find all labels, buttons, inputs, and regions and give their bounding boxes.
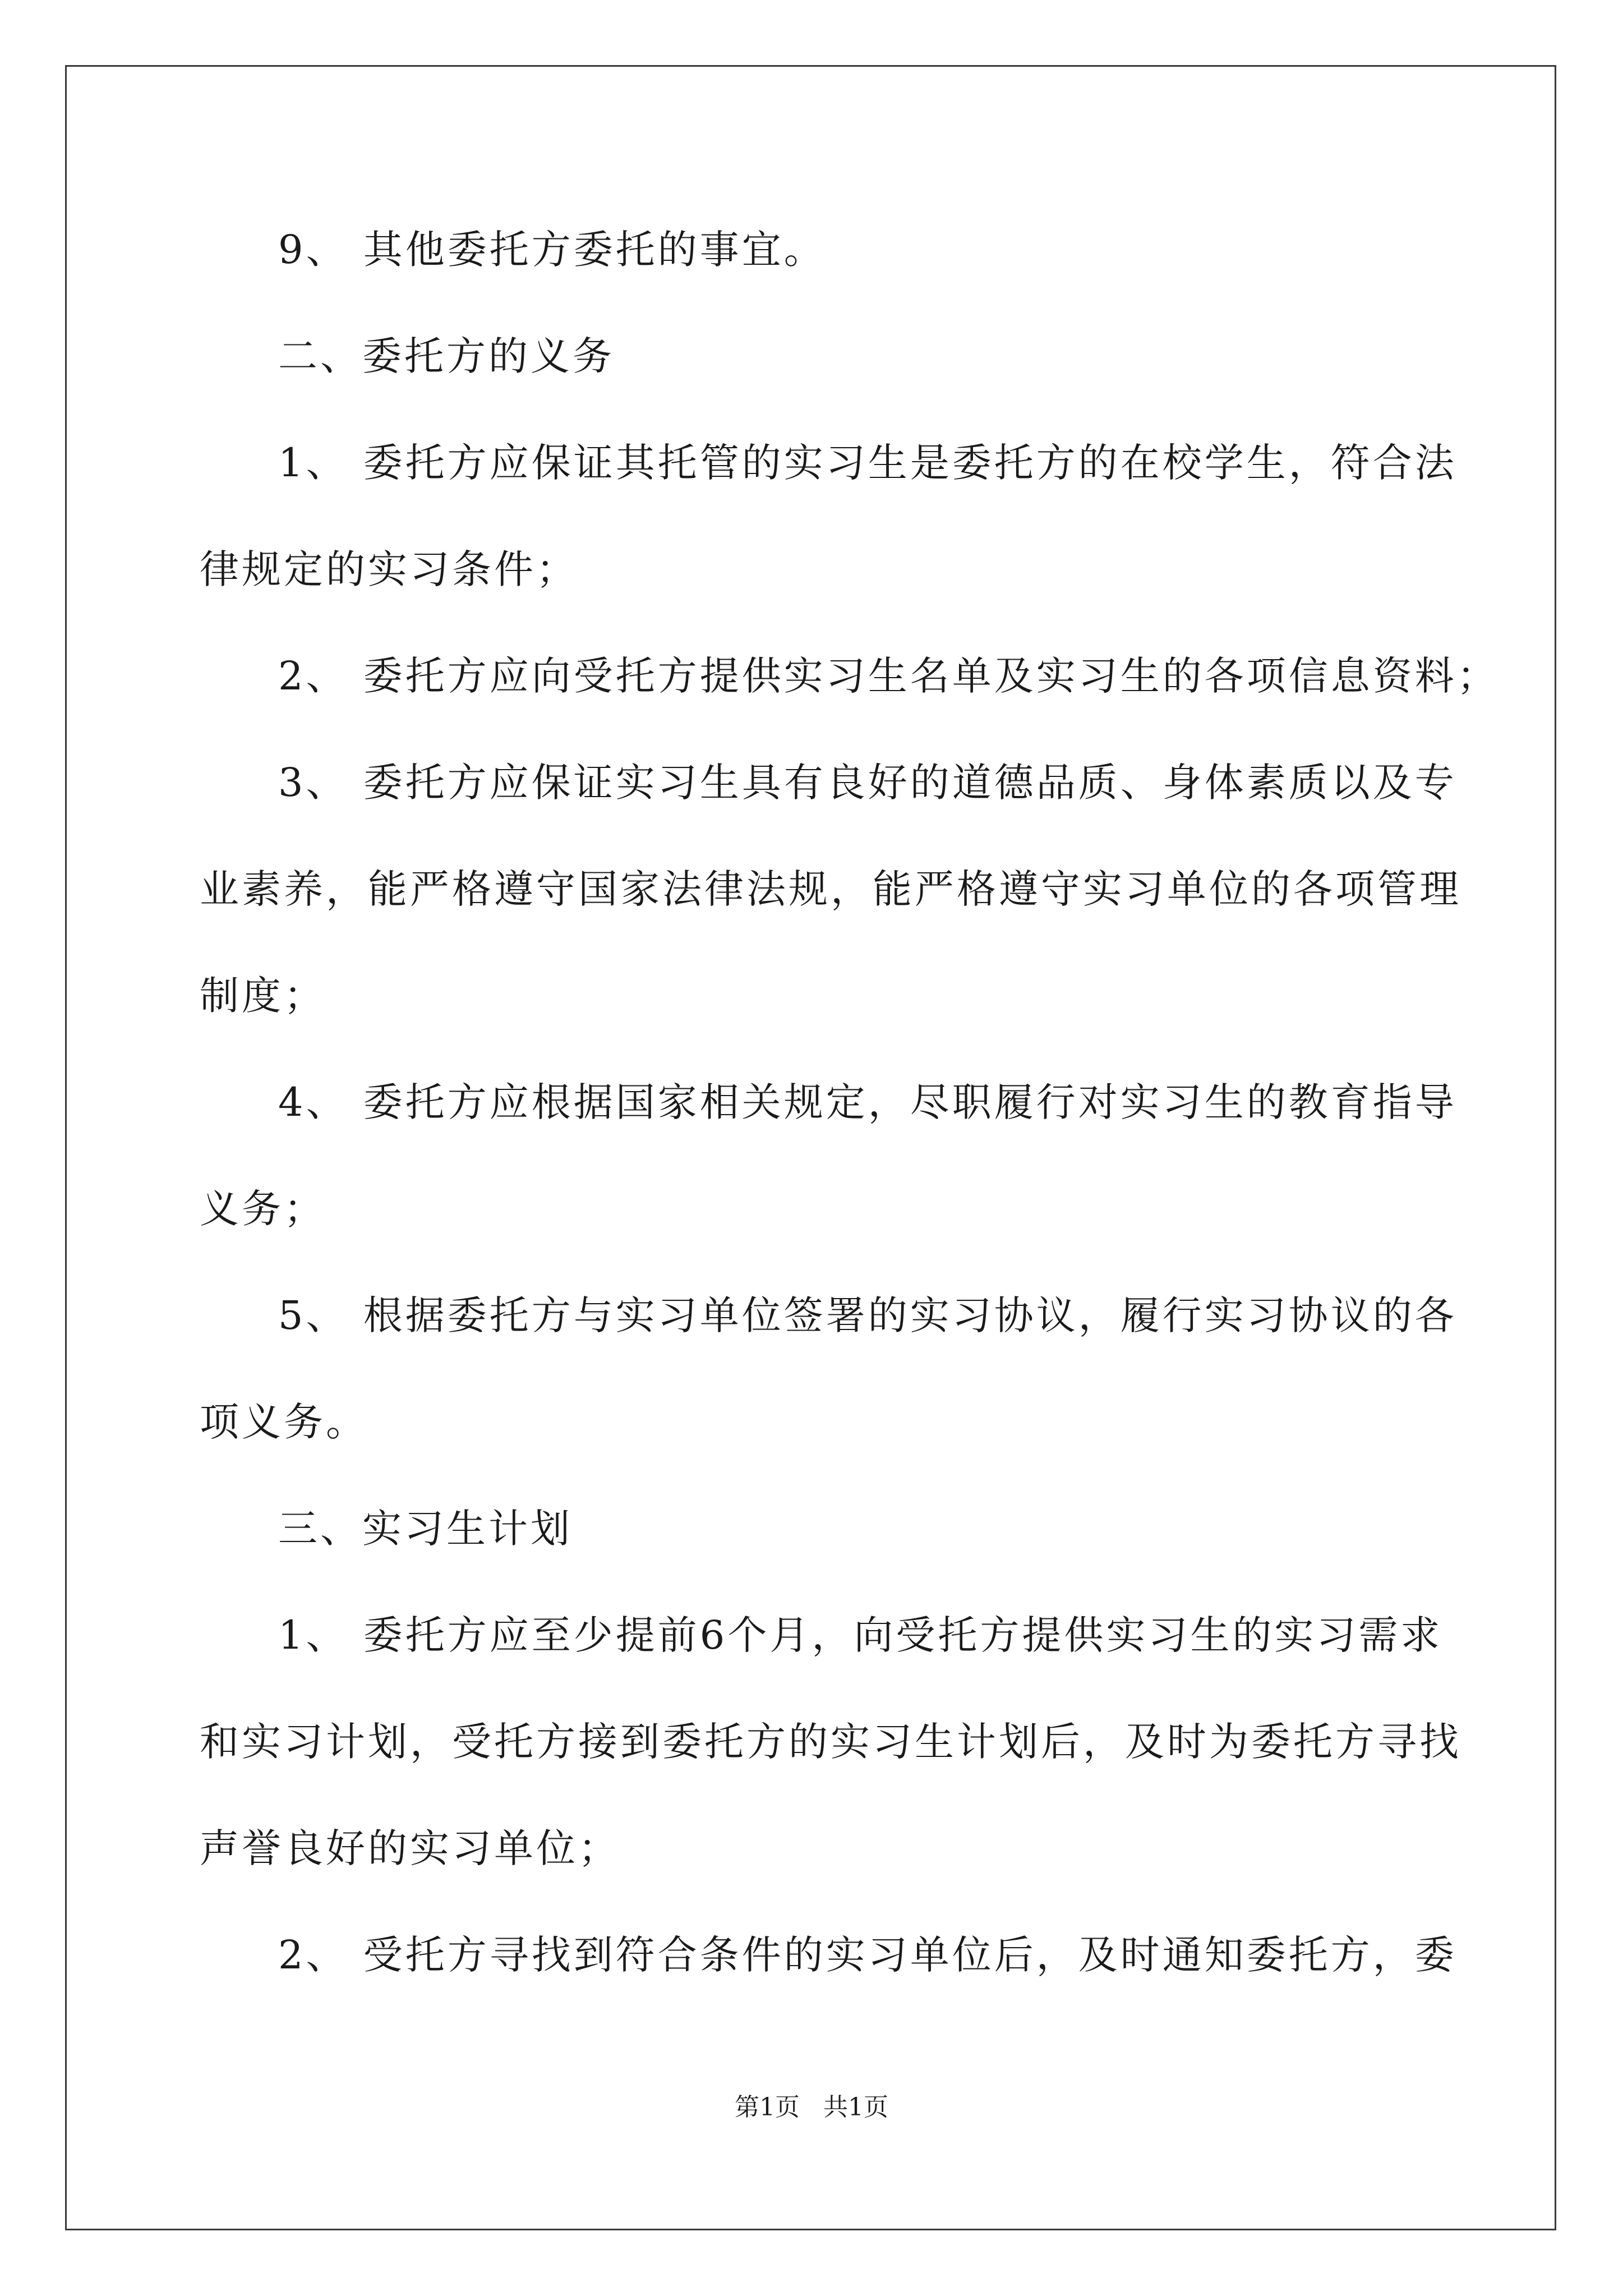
text-line: 1、 委托方应至少提前6个月，向受托方提供实习生的实习需求 bbox=[278, 1612, 1443, 1658]
text-line: 5、 根据委托方与实习单位签署的实习协议，履行实习协议的各 bbox=[278, 1292, 1457, 1338]
text-line: 3、 委托方应保证实习生具有良好的道德品质、身体素质以及专 bbox=[278, 760, 1457, 806]
section-heading: 二、委托方的义务 bbox=[278, 333, 615, 379]
text-line: 9、 其他委托方委托的事宜。 bbox=[278, 227, 826, 273]
text-line: 律规定的实习条件； bbox=[200, 546, 578, 592]
text-line: 制度； bbox=[200, 973, 326, 1019]
text-line: 声誉良好的实习单位； bbox=[200, 1825, 620, 1871]
text-line: 1、 委托方应保证其托管的实习生是委托方的在校学生，符合法 bbox=[278, 440, 1457, 486]
text-line: 和实习计划，受托方接到委托方的实习生计划后，及时为委托方寻找 bbox=[200, 1719, 1461, 1765]
page-frame bbox=[65, 65, 1556, 2230]
page-footer bbox=[0, 2087, 1623, 2123]
page-total: 共1页 bbox=[823, 2093, 888, 2122]
page-number: 第1页 bbox=[735, 2093, 800, 2122]
text-line: 2、 委托方应向受托方提供实习生名单及实习生的各项信息资料； bbox=[278, 653, 1499, 699]
text-line: 4、 委托方应根据国家相关规定，尽职履行对实习生的教育指导 bbox=[278, 1079, 1457, 1125]
text-line: 项义务。 bbox=[200, 1399, 368, 1445]
text-line: 业素养，能严格遵守国家法律法规，能严格遵守实习单位的各项管理 bbox=[200, 866, 1461, 912]
section-heading: 三、实习生计划 bbox=[278, 1506, 573, 1552]
text-line: 2、 受托方寻找到符合条件的实习单位后，及时通知委托方，委 bbox=[278, 1932, 1457, 1978]
text-line: 义务； bbox=[200, 1186, 326, 1232]
